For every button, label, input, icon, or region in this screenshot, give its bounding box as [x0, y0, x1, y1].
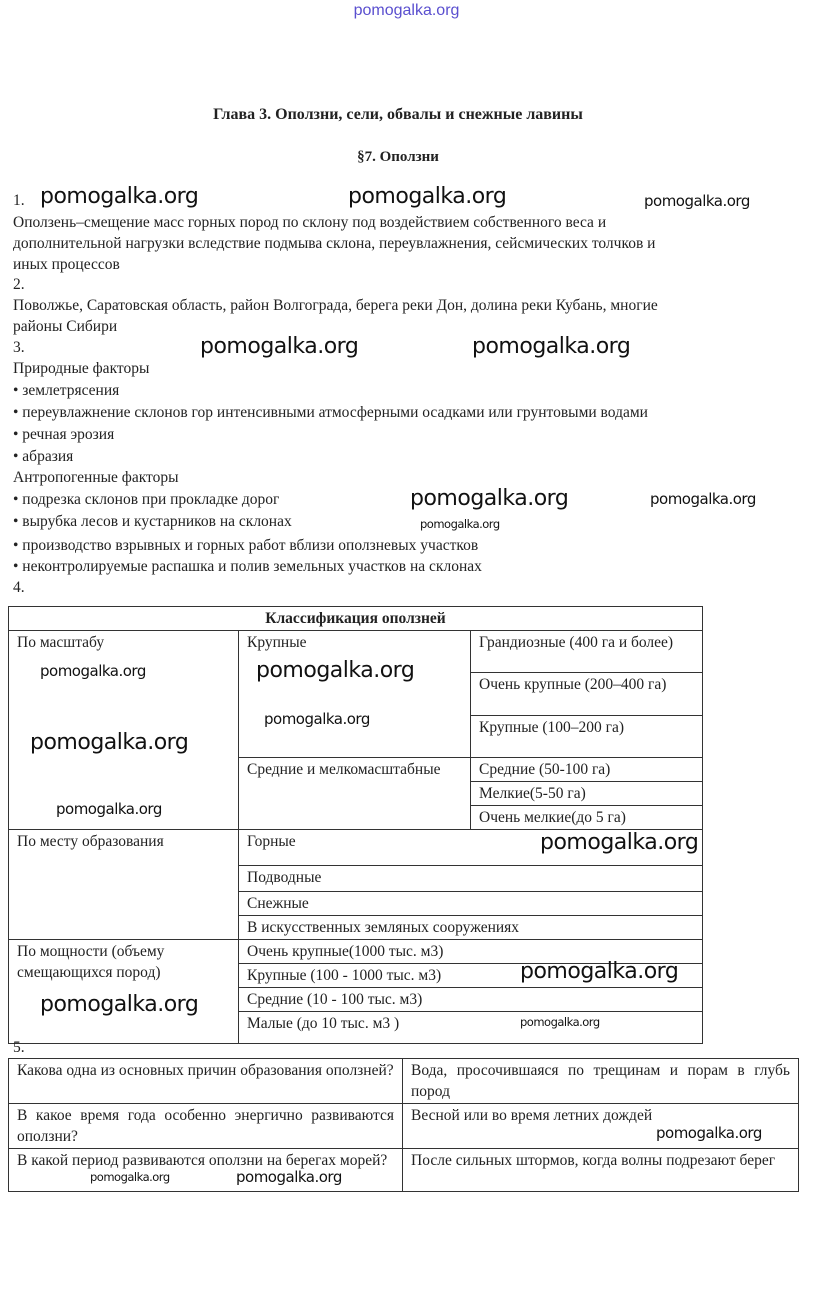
q1-number: 1. — [13, 192, 25, 209]
cell-very-small: Очень мелкие(до 5 га) — [471, 806, 703, 830]
q2-number: 2. — [13, 276, 25, 293]
natural-heading: Природные факторы — [13, 360, 150, 377]
q2-line: районы Сибири — [13, 318, 118, 335]
cell-p-large: Крупные (100 - 1000 тыс. м3) — [239, 964, 703, 988]
cell-place: По месту образования — [9, 830, 239, 940]
watermark: pomogalka.org — [40, 184, 199, 209]
cell-p-small: Малые (до 10 тыс. м3 ) — [239, 1012, 703, 1044]
qa-answer: Вода, просочившаяся по трещинам и порам в глубь пород — [403, 1059, 799, 1104]
q1-line: иных процессов — [13, 256, 120, 273]
cell-power: По мощности (объему смещающихся пород) — [9, 940, 239, 1044]
q2-line: Поволжье, Саратовская область, район Волгограда, берега реки Дон, долина реки Кубань, многие — [13, 297, 658, 314]
watermark: pomogalka.org — [348, 184, 507, 209]
natural-factor: • землетрясения — [13, 382, 120, 399]
watermark: pomogalka.org — [256, 658, 415, 683]
watermark: pomogalka.org — [540, 830, 699, 855]
cell-p-medium: Средние (10 - 100 тыс. м3) — [239, 988, 703, 1012]
cell-medium: Средние (50-100 га) — [471, 758, 703, 782]
site-header-link[interactable]: pomogalka.org — [353, 2, 460, 19]
anthropogenic-factor: • вырубка лесов и кустарников на склонах — [13, 513, 292, 530]
cell-large-sub: Крупные (100–200 га) — [471, 716, 703, 758]
cell-scale: По масштабу — [9, 631, 239, 830]
watermark: pomogalka.org — [40, 992, 199, 1017]
anthropogenic-factor: • неконтролируемые распашка и полив земельных участков на склонах — [13, 558, 482, 575]
classification-title: Классификация оползней — [9, 607, 703, 631]
watermark: pomogalka.org — [644, 192, 750, 210]
cell-large: Крупные — [239, 631, 471, 758]
watermark: pomogalka.org — [520, 1015, 600, 1029]
cell-grand: Грандиозные (400 га и более) — [471, 631, 703, 673]
watermark: pomogalka.org — [90, 1170, 170, 1184]
q5-number: 5. — [13, 1039, 25, 1056]
cell-medium-small: Средние и мелкомасштабные — [239, 758, 471, 830]
cell-mountain: Горные — [239, 830, 703, 866]
qa-question: В какое время года особенно энергично развиваются оползни? — [9, 1104, 403, 1149]
cell-underwater: Подводные — [239, 866, 703, 892]
watermark: pomogalka.org — [30, 730, 189, 755]
q3-number: 3. — [13, 339, 25, 356]
chapter-title: Глава 3. Оползни, сели, обвалы и снежные лавины — [213, 106, 583, 123]
qa-answer: Весной или во время летних дождей — [403, 1104, 799, 1149]
q4-number: 4. — [13, 579, 25, 596]
cell-very-large: Очень крупные (200–400 га) — [471, 673, 703, 716]
q1-line: Оползень–смещение масс горных пород по склону под воздействием собственного веса и — [13, 214, 607, 231]
qa-question: Какова одна из основных причин образования оползней? — [9, 1059, 403, 1104]
natural-factor: • переувлажнение склонов гор интенсивными атмосферными осадками или грунтовыми водами — [13, 404, 648, 421]
watermark: pomogalka.org — [200, 334, 359, 359]
anthropogenic-factor: • производство взрывных и горных работ вблизи оползневых участков — [13, 537, 479, 554]
cell-artificial: В искусственных земляных сооружениях — [239, 916, 703, 940]
qa-question: В какой период развиваются оползни на берегах морей? — [9, 1149, 403, 1192]
qa-answer: После сильных штормов, когда волны подрезают берег — [403, 1149, 799, 1192]
anthropogenic-heading: Антропогенные факторы — [13, 469, 179, 486]
watermark: pomogalka.org — [656, 1124, 762, 1142]
watermark: pomogalka.org — [410, 486, 569, 511]
watermark: pomogalka.org — [520, 959, 679, 984]
watermark: pomogalka.org — [420, 517, 500, 531]
watermark: pomogalka.org — [472, 334, 631, 359]
watermark: pomogalka.org — [264, 710, 370, 728]
section-title: §7. Оползни — [357, 149, 439, 165]
watermark: pomogalka.org — [236, 1168, 342, 1186]
natural-factor: • речная эрозия — [13, 426, 115, 443]
cell-p-very-large: Очень крупные(1000 тыс. м3) — [239, 940, 703, 964]
cell-small: Мелкие(5-50 га) — [471, 782, 703, 806]
watermark: pomogalka.org — [56, 800, 162, 818]
q1-line: дополнительной нагрузки вследствие подмыва склона, переувлажнения, сейсмических толчков и — [13, 235, 656, 252]
watermark: pomogalka.org — [650, 490, 756, 508]
anthropogenic-factor: • подрезка склонов при прокладке дорог — [13, 491, 280, 508]
cell-snow: Снежные — [239, 892, 703, 916]
watermark: pomogalka.org — [40, 662, 146, 680]
natural-factor: • абразия — [13, 448, 74, 465]
